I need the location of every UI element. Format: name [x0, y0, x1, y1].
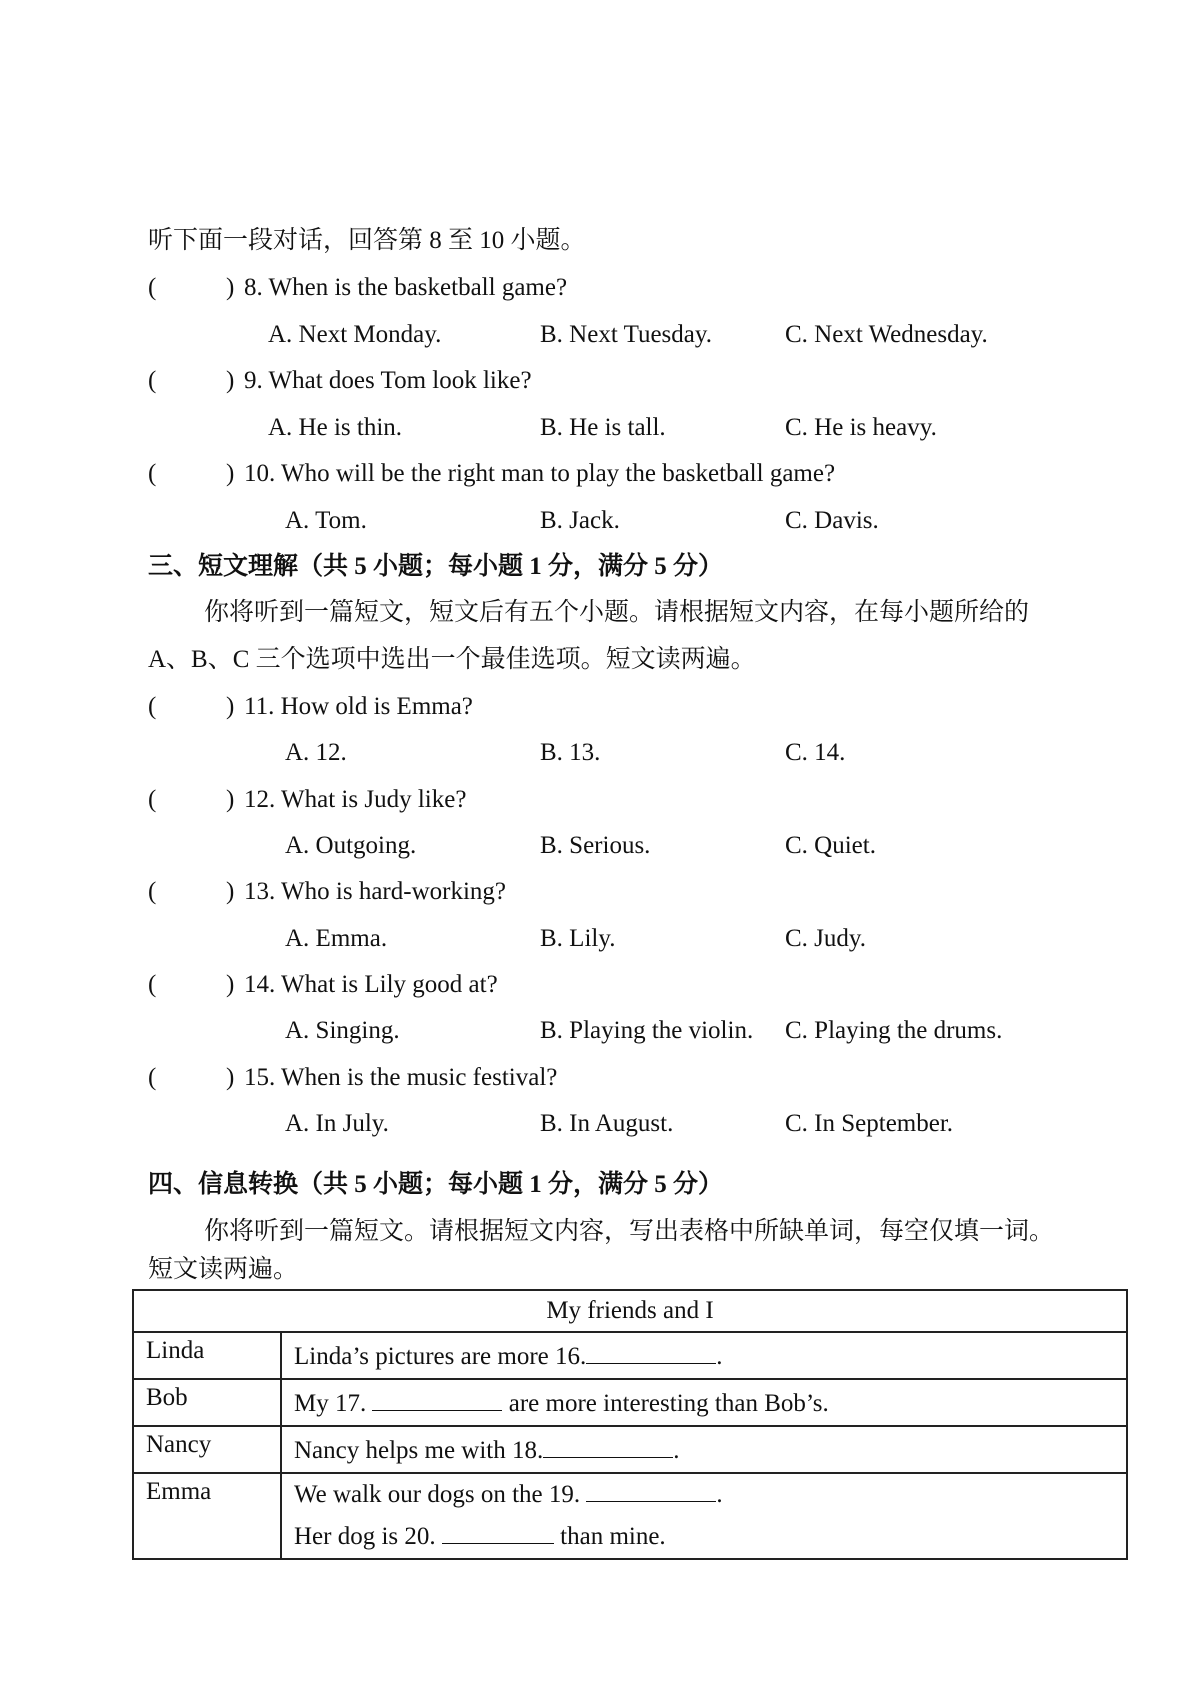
option-c: C. Judy. [785, 925, 867, 952]
sentence-text: My 17. [294, 1389, 373, 1417]
table-row [133, 1473, 1127, 1559]
table-caption: My friends and I [133, 1290, 1127, 1332]
option-a: A. 12. [285, 739, 347, 766]
row-sentence [281, 1426, 1127, 1473]
sentence-text: Nancy helps me with 18. [294, 1436, 544, 1464]
question-text: 10. Who will be the right man to play the basketball game? [244, 460, 836, 487]
section-3-instruction-line1: 你将听到一篇短文，短文后有五个小题。请根据短文内容，在每小题所给的 [204, 599, 1030, 626]
option-b: B. Next Tuesday. [540, 321, 713, 348]
answer-paren-close: ) [226, 460, 235, 487]
answer-blank-17[interactable] [372, 1388, 502, 1411]
option-c: C. He is heavy. [785, 414, 937, 441]
row-sentence [281, 1332, 1127, 1379]
row-sentence [281, 1473, 1127, 1559]
question-text: 13. Who is hard-working? [244, 878, 506, 905]
answer-paren-open: ( [148, 878, 157, 905]
answer-paren-open: ( [148, 786, 157, 813]
answer-paren-close: ) [226, 1064, 235, 1091]
question-text: 11. How old is Emma? [244, 693, 473, 720]
option-a: A. Next Monday. [268, 321, 442, 348]
sentence-text: Her dog is 20. [294, 1523, 442, 1550]
answer-paren-close: ) [226, 367, 235, 394]
answer-paren-open: ( [148, 367, 157, 394]
answer-blank-16[interactable] [586, 1341, 716, 1364]
option-c: C. Davis. [785, 507, 879, 534]
option-b: B. Serious. [540, 832, 651, 859]
row-name: Linda [133, 1332, 281, 1379]
answer-paren-close: ) [226, 786, 235, 813]
answer-paren-open: ( [148, 1064, 157, 1091]
option-b: B. Playing the violin. [540, 1017, 754, 1044]
answer-paren-close: ) [226, 971, 235, 998]
option-c: C. Playing the drums. [785, 1017, 1003, 1044]
option-a: A. Outgoing. [285, 832, 417, 859]
answer-paren-open: ( [148, 460, 157, 487]
option-a: A. Singing. [285, 1017, 400, 1044]
table-row [133, 1426, 1127, 1473]
option-b: B. 13. [540, 739, 601, 766]
answer-paren-open: ( [148, 971, 157, 998]
row-name: Emma [133, 1473, 281, 1559]
section-3-heading: 三、短文理解（共 5 小题；每小题 1 分，满分 5 分） [148, 553, 724, 580]
section-3-instruction-line2: A、B、C 三个选项中选出一个最佳选项。短文读两遍。 [148, 646, 756, 673]
row-name: Bob [133, 1379, 281, 1426]
row-sentence [281, 1379, 1127, 1426]
sentence-text: . [716, 1342, 723, 1370]
question-text: 15. When is the music festival? [244, 1064, 558, 1091]
option-b: B. Jack. [540, 507, 620, 534]
option-a: A. Emma. [285, 925, 388, 952]
question-text: 12. What is Judy like? [244, 786, 467, 813]
answer-paren-close: ) [226, 693, 235, 720]
answer-blank-20[interactable] [442, 1521, 554, 1544]
answer-blank-18[interactable] [543, 1435, 673, 1458]
sentence-text: Linda’s pictures are more 16. [294, 1342, 587, 1370]
question-text: 8. When is the basketball game? [244, 274, 568, 301]
option-b: B. In August. [540, 1110, 674, 1137]
option-c: C. Next Wednesday. [785, 321, 988, 348]
question-text: 14. What is Lily good at? [244, 971, 498, 998]
sentence-text: than mine. [553, 1523, 666, 1550]
table-caption-row [133, 1290, 1127, 1332]
sentence-text: . [716, 1481, 723, 1508]
sentence-line-1 [294, 1474, 1114, 1516]
option-c: C. In September. [785, 1110, 954, 1137]
sentence-text: . [673, 1436, 680, 1464]
answer-blank-19[interactable] [586, 1479, 716, 1502]
table-row [133, 1379, 1127, 1426]
sentence-text: are more interesting than Bob’s. [502, 1389, 829, 1417]
answer-paren-open: ( [148, 693, 157, 720]
row-name: Nancy [133, 1426, 281, 1473]
option-c: C. Quiet. [785, 832, 876, 859]
sentence-line-2 [294, 1516, 1114, 1558]
section-intro: 听下面一段对话，回答第 8 至 10 小题。 [148, 227, 586, 254]
answer-paren-open: ( [148, 274, 157, 301]
option-a: A. In July. [285, 1110, 389, 1137]
section-4-instruction-line2: 短文读两遍。 [148, 1256, 299, 1283]
option-c: C. 14. [785, 739, 846, 766]
option-b: B. Lily. [540, 925, 616, 952]
section-4-heading: 四、信息转换（共 5 小题；每小题 1 分，满分 5 分） [148, 1171, 724, 1198]
table-row [133, 1332, 1127, 1379]
answer-paren-close: ) [226, 274, 235, 301]
option-b: B. He is tall. [540, 414, 666, 441]
option-a: A. He is thin. [268, 414, 403, 441]
sentence-text: We walk our dogs on the 19. [294, 1481, 587, 1508]
info-table [132, 1289, 1128, 1560]
section-4-instruction-line1: 你将听到一篇短文。请根据短文内容，写出表格中所缺单词，每空仅填一词。 [204, 1218, 1055, 1245]
answer-paren-close: ) [226, 878, 235, 905]
question-text: 9. What does Tom look like? [244, 367, 532, 394]
option-a: A. Tom. [285, 507, 367, 534]
